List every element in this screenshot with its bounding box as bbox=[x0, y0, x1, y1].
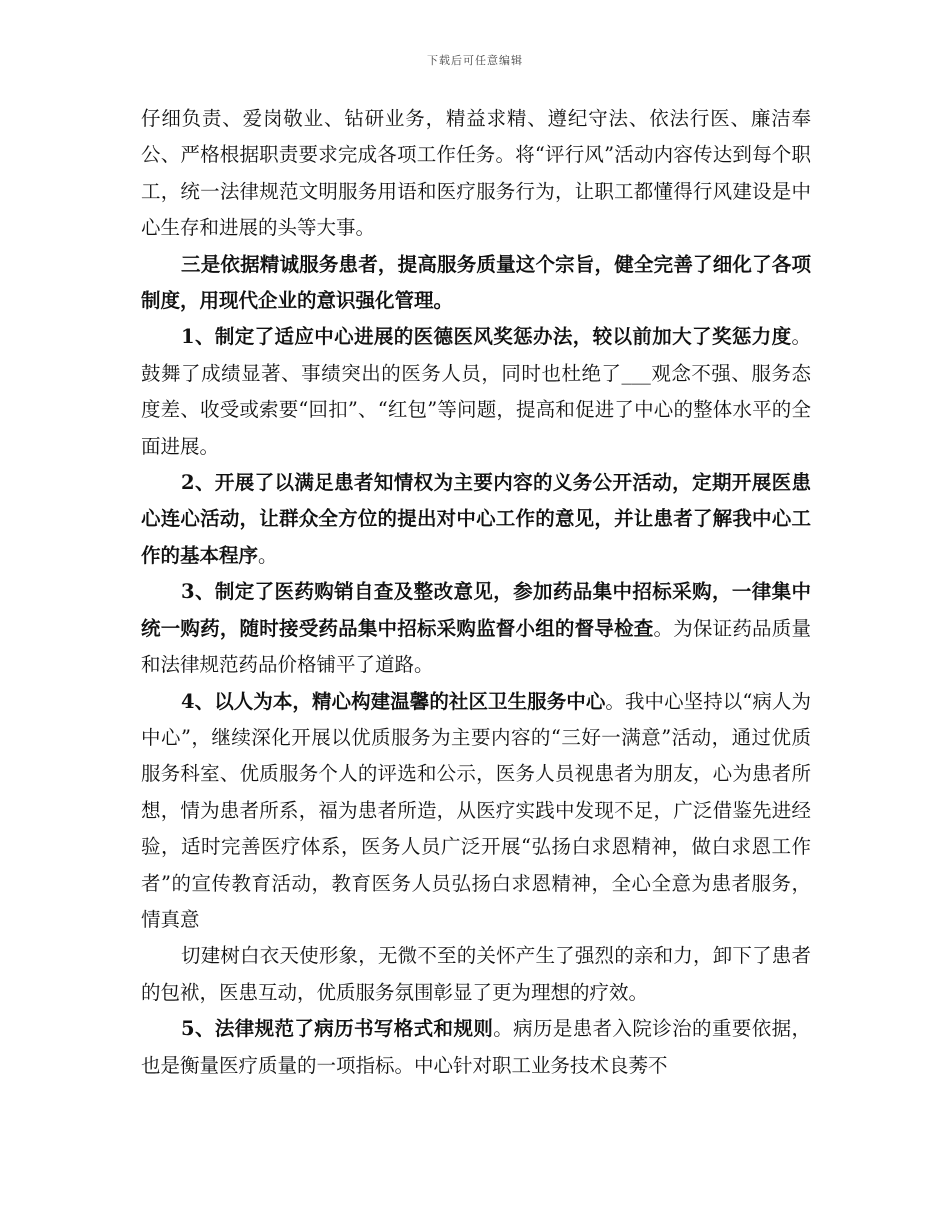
page-header: 下载后可任意编辑 bbox=[427, 54, 523, 67]
paragraph-3-text: 。鼓舞了成绩显著、事绩突出的医务人员，同时也杜绝了___观念不强、服务态度差、收受或索要“回扣”、“红包”等问题，提高和促进了中心的整体水平的全面进展。 bbox=[141, 325, 811, 458]
paragraph-8-bold: 5、法律规范了病历书写格式和规则 bbox=[181, 1017, 494, 1041]
paragraph-6-bold: 4、以人为本，精心构建温馨的社区卫生服务中心 bbox=[181, 689, 606, 713]
paragraph-3 bbox=[141, 319, 811, 465]
paragraph-5-text: 。为保证药品质量和法律规范药品价格铺平了道路。 bbox=[141, 616, 811, 677]
paragraph-4 bbox=[141, 465, 811, 574]
paragraph-4-bold: 2、开展了以满足患者知情权为主要内容的义务公开活动，定期开展医患心连心活动，让群众全方位的提出对中心工作的意见，并让患者了解我中心工作的基本程序 bbox=[141, 471, 811, 567]
paragraph-5 bbox=[141, 574, 811, 683]
paragraph-7: 切建树白衣天使形象，无微不至的关怀产生了强烈的亲和力，卸下了患者的包袱，医患互动，优质服务氛围彰显了更为理想的疗效。 bbox=[141, 944, 811, 1004]
paragraph-2-heading: 三是依据精诚服务患者，提高服务质量这个宗旨，健全完善了细化了各项制度，用现代企业的意识强化管理。 bbox=[141, 252, 811, 313]
paragraph-8 bbox=[141, 1011, 811, 1084]
paragraph-3-bold: 1、制定了适应中心进展的医德医风奖惩办法，较以前加大了奖惩力度 bbox=[181, 325, 792, 349]
paragraph-8-text: 。病历是患者入院诊治的重要依据，也是衡量医疗质量的一项指标。中心针对职工业务技术良莠不 bbox=[141, 1017, 811, 1077]
paragraph-6-text: 。我中心坚持以“病人为中心”，继续深化开展以优质服务为主要内容的“三好一满意”活动，通过优质服务科室、优质服务个人的评选和公示，医务人员视患者为朋友，心为患者所想，情为患者所系，福为患者所造，从医疗实践中发现不足，广泛借鉴先进经验，适时完善医疗体系，医务人员广泛开展“弘扬白求恩精神，做白求恩工作者”的宣传教育活动，教育医务人员弘扬白求恩精神，全心全意为患者服务，情真意 bbox=[141, 689, 811, 931]
paragraph-6 bbox=[141, 684, 811, 939]
paragraph-1: 仔细负责、爱岗敬业、钻研业务，精益求精、遵纪守法、依法行医、廉洁奉公、严格根据职责要求完成各项工作任务。将“评行风”活动内容传达到每个职工，统一法律规范文明服务用语和医疗服务行为，让职工都懂得行风建设是中心生存和进展的头等大事。 bbox=[141, 107, 811, 240]
paragraph-4-text: 。 bbox=[258, 543, 278, 567]
document-body bbox=[141, 101, 811, 1084]
paragraph-5-bold: 3、制定了医药购销自查及整改意见，参加药品集中招标采购，一律集中统一购药，随时接受药品集中招标采购监督小组的督导检查 bbox=[141, 580, 811, 640]
